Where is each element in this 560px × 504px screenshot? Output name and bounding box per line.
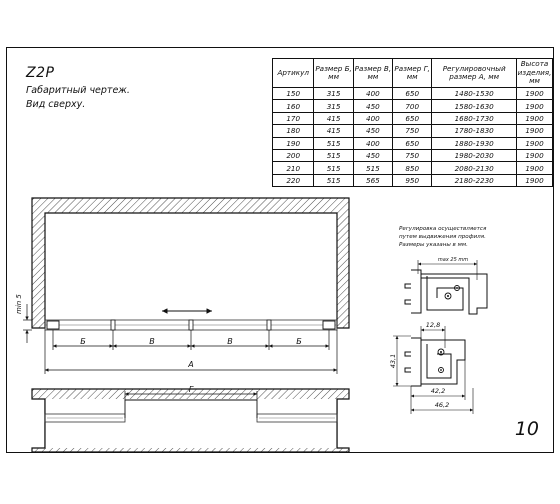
dim-g-label: Г (188, 385, 194, 394)
table-cell: 1900 (517, 100, 553, 112)
table-cell: 415 (314, 125, 353, 137)
dim-b-left: Б (80, 337, 86, 346)
table-cell: 400 (353, 137, 392, 149)
table-cell: 750 (393, 125, 432, 137)
table-cell: 400 (353, 88, 392, 100)
table-cell: 200 (273, 149, 314, 161)
table-cell: 190 (273, 137, 314, 149)
min-gap-dimension (23, 304, 32, 343)
dim-v-left: В (149, 337, 155, 346)
table-cell: 1900 (517, 162, 553, 174)
table-cell: 650 (393, 137, 432, 149)
door-panels (45, 320, 337, 330)
profile-note-1: Регулировка осуществляется (399, 226, 487, 232)
table-cell: 1880-1930 (432, 137, 517, 149)
wall-profile-top (405, 270, 487, 314)
table-cell: 400 (353, 112, 392, 124)
table-cell: 450 (353, 100, 392, 112)
col-header-size-v: Размер В, мм (353, 59, 392, 88)
col-header-size-a: Регулировочный размер А, мм (432, 59, 517, 88)
table-cell: 650 (393, 112, 432, 124)
wall-outline (32, 198, 349, 328)
table-cell: 160 (273, 100, 314, 112)
table-cell: 1680-1730 (432, 112, 517, 124)
table-cell: 515 (314, 137, 353, 149)
table-cell: 1900 (517, 149, 553, 161)
dim-12-8 (421, 326, 445, 348)
table-cell: 750 (393, 149, 432, 161)
panel-dimension-lines (53, 330, 329, 350)
col-header-size-g: Размер Г, мм (393, 59, 432, 88)
dim-b-right: Б (296, 337, 302, 346)
min-gap-label: min 5 (15, 294, 23, 314)
dim-12-8-label: 12,8 (425, 321, 441, 329)
profile-note-3: Размеры указаны в мм. (399, 242, 468, 248)
wall-profile-bottom (405, 338, 465, 386)
table-cell: 1900 (517, 125, 553, 137)
col-header-size-b: Размер Б, мм (314, 59, 353, 88)
max-extension-label: max 25 mm (437, 257, 469, 263)
table-cell: 515 (314, 162, 353, 174)
table-cell: 315 (314, 88, 353, 100)
table-cell: 515 (314, 174, 353, 186)
table-cell: 180 (273, 125, 314, 137)
table-cell: 1900 (517, 88, 553, 100)
dim-a-label: А (188, 360, 194, 369)
technical-drawing (7, 48, 553, 452)
profile-note-2: путем выдвижения профиля. (399, 234, 486, 240)
table-cell: 1980-2030 (432, 149, 517, 161)
table-cell: 650 (393, 88, 432, 100)
table-cell: 850 (393, 162, 432, 174)
table-cell: 170 (273, 112, 314, 124)
table-cell: 450 (353, 125, 392, 137)
drawing-caption: Габаритный чертеж. (26, 85, 130, 96)
dim-43-1-label: 43,1 (389, 353, 397, 369)
profile-screw-icons-bottom (438, 349, 444, 373)
page-number: 10 (514, 418, 539, 440)
drawing-sheet (6, 47, 554, 453)
table-cell: 515 (353, 162, 392, 174)
view-caption: Вид сверху. (26, 99, 86, 110)
dim-42-2-label: 42,2 (430, 387, 446, 395)
table-cell: 565 (353, 174, 392, 186)
table-cell: 450 (353, 149, 392, 161)
table-cell: 515 (314, 149, 353, 161)
table-cell: 1900 (517, 174, 553, 186)
table-cell: 210 (273, 162, 314, 174)
dim-v-right: В (227, 337, 233, 346)
table-cell: 1780-1830 (432, 125, 517, 137)
table-cell: 1900 (517, 137, 553, 149)
table-cell: 1480-1530 (432, 88, 517, 100)
col-header-height: Высота изделия, мм (517, 59, 553, 88)
table-cell: 700 (393, 100, 432, 112)
table-cell: 150 (273, 88, 314, 100)
table-cell: 950 (393, 174, 432, 186)
table-cell: 1900 (517, 112, 553, 124)
wall-outline-lower (32, 389, 349, 452)
table-cell: 415 (314, 112, 353, 124)
model-title: Z2P (26, 65, 55, 81)
table-cell: 1580-1630 (432, 100, 517, 112)
col-header-article: Артикул (273, 59, 314, 88)
table-cell: 2180-2230 (432, 174, 517, 186)
table-cell: 315 (314, 100, 353, 112)
table-cell: 220 (273, 174, 314, 186)
dim-46-2-label: 46,2 (434, 401, 450, 409)
table-cell: 2080-2130 (432, 162, 517, 174)
